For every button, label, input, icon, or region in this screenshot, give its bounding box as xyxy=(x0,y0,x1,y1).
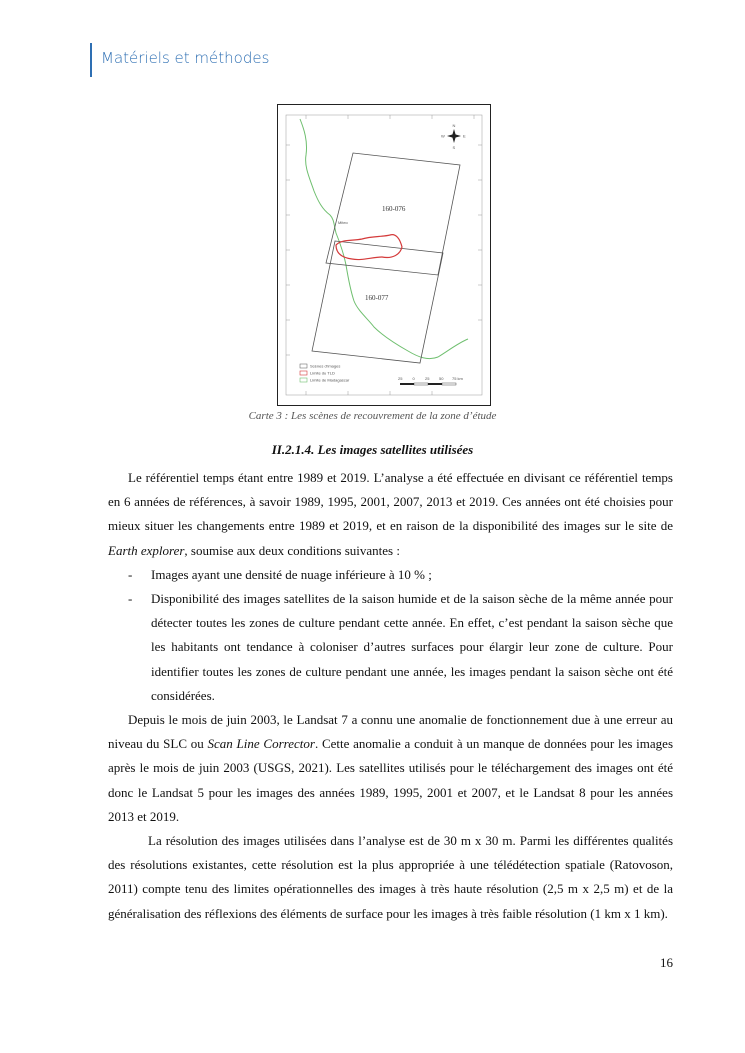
section-heading: II.2.1.4. Les images satellites utilisées xyxy=(271,442,474,457)
svg-text:N: N xyxy=(452,123,456,128)
svg-text:S: S xyxy=(452,145,456,150)
paragraph-1: Le référentiel temps étant entre 1989 et 2019. L’analyse a été effectuée en divisant ce référentiel temps en 6 années de références, à savoir 1989, 1995, 2001, 2007, 2013 et 2019. Ces années ont été choisies pour mieux situer les changements entre 1989 et 2019, et en raison de la disponibilité des images sur le site de Earth explorer, soumise aux deux conditions suivantes : xyxy=(108,470,673,558)
list-item: - Images ayant une densité de nuage inférieure à 10 % ; xyxy=(108,563,673,587)
svg-text:W: W xyxy=(441,133,445,139)
page-header xyxy=(90,43,269,77)
scene-label-160-076: 160-076 xyxy=(382,205,406,213)
body-text xyxy=(108,466,673,926)
scale-bar xyxy=(398,376,464,385)
page-number: 16 xyxy=(660,955,673,970)
svg-text:25: 25 xyxy=(398,376,403,381)
svg-text:Limite du TLD: Limite du TLD xyxy=(310,370,335,376)
bullet-marker: - xyxy=(128,566,133,582)
header-title: Matériels et méthodes xyxy=(101,49,270,67)
map-svg xyxy=(278,105,490,405)
svg-text:50: 50 xyxy=(439,376,444,381)
earth-explorer-term: Earth explorer xyxy=(108,542,185,558)
scene-label-160-077: 160-077 xyxy=(365,294,389,302)
map-caption: Carte 3 : Les scènes de recouvrement de la zone d’étude xyxy=(248,410,497,422)
scene-160-077 xyxy=(312,241,443,363)
town-label: Miteo xyxy=(338,220,348,225)
svg-text:25: 25 xyxy=(425,376,430,381)
bullet-marker: - xyxy=(128,591,133,607)
svg-text:0: 0 xyxy=(412,376,415,381)
list-item: - Disponibilité des images satellites de la saison humide et de la saison sèche de la même année pour détecter toutes les zones de culture pendant cette année. En effet, c’est pendant la saison sèche que les habitants ont tendance à coloniser d’autres surfaces pour élargir leur zone de culture. Pour identifier toutes les zones de culture pendant une année, les images pendant la saison sèche ont été considérées. xyxy=(108,587,673,708)
svg-text:E: E xyxy=(463,133,466,139)
svg-text:Scènes d'images: Scènes d'images xyxy=(310,363,341,369)
compass-rose-icon xyxy=(441,123,466,150)
svg-text:Limite de Madagascar: Limite de Madagascar xyxy=(310,377,350,383)
coordinate-ticks xyxy=(286,115,482,395)
paragraph-3: La résolution des images utilisées dans l’analyse est de 30 m x 30 m. Parmi les différentes qualités des résolutions existantes, cette résolution est la plus appropriée à une télédétection spatiale (Ratovoson, 2011) compte tenu des limites opérationnelles des images à très haute résolution (2,5 m x 2,5 m) et de la généralisation des réflexions des éléments de surface pour les images à très faible résolution (1 km x 1 km). xyxy=(108,833,673,921)
madagascar-limit-line xyxy=(300,119,468,359)
study-area-map xyxy=(277,104,491,406)
map-neatline xyxy=(286,115,482,395)
paragraph-2: Depuis le mois de juin 2003, le Landsat 7 a connu une anomalie de fonctionnement due à une erreur au niveau du SLC ou Scan Line Corrector. Cette anomalie a conduit à un manque de données pour les images après le mois de juin 2003 (USGS, 2021). Les satellites utilisés pour le téléchargement des images ont été donc le Landsat 5 pour les images des années 1989, 1995, 2001 et 2007, et le Landsat 8 pour les années 2013 et 2019. xyxy=(108,712,674,824)
map-legend xyxy=(300,364,350,383)
svg-text:75 km: 75 km xyxy=(452,376,463,381)
scan-line-corrector-term: Scan Line Corrector xyxy=(207,736,315,752)
